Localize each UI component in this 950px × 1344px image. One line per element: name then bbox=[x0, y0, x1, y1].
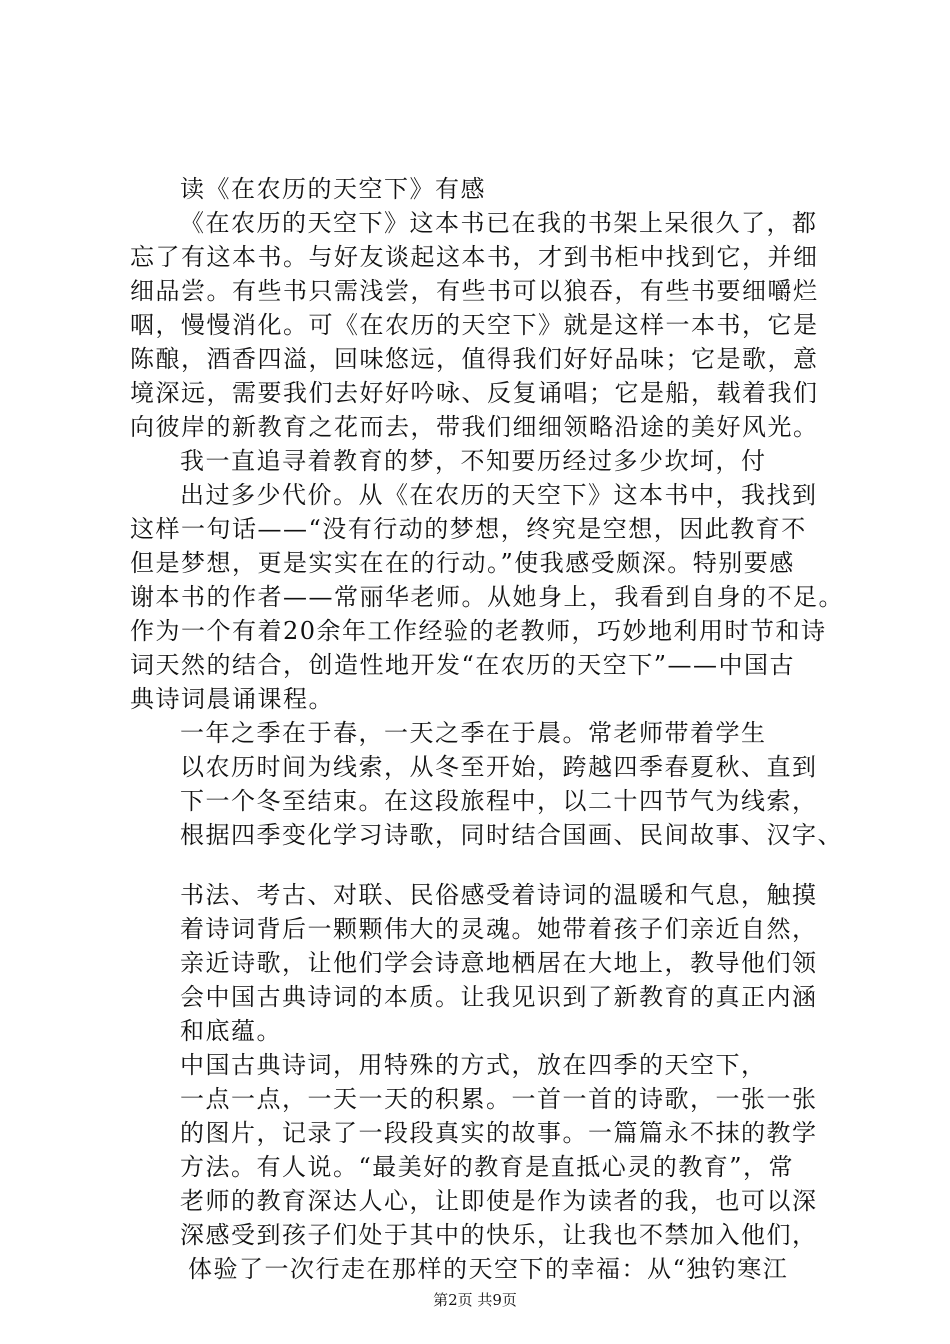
text-line: 作为一个有着20余年工作经验的老教师，巧妙地利用时节和诗 bbox=[130, 617, 827, 645]
page-number-footer: 第2页 共9页 bbox=[433, 1291, 517, 1309]
text-line: 出过多少代价。从《在农历的天空下》这本书中，我找到 bbox=[180, 481, 818, 509]
text-line: 陈酿，酒香四溢，回味悠远，值得我们好好品味；它是歌，意 bbox=[130, 345, 819, 373]
text-line: 的图片，记录了一段段真实的故事。一篇篇永不抹的教学 bbox=[180, 1119, 818, 1147]
text-line: 我一直追寻着教育的梦，不知要历经过多少坎坷，付 bbox=[180, 447, 767, 475]
text-line: 一点一点，一天一天的积累。一首一首的诗歌，一张一张 bbox=[180, 1085, 818, 1113]
text-line: 这样一句话——“没有行动的梦想，终究是空想，因此教育不 bbox=[130, 515, 807, 543]
text-line: 会中国古典诗词的本质。让我见识到了新教育的真正内涵 bbox=[180, 983, 818, 1011]
text-line: 一年之季在于春，一天之季在于晨。常老师带着学生 bbox=[180, 719, 767, 747]
text-line: 忘了有这本书。与好友谈起这本书，才到书柜中找到它，并细 bbox=[130, 243, 819, 271]
document-title: 读《在农历的天空下》有感 bbox=[180, 175, 486, 203]
text-line: 中国古典诗词，用特殊的方式，放在四季的天空下， bbox=[180, 1051, 767, 1079]
text-line: 和底蕴。 bbox=[180, 1017, 282, 1045]
text-line: 细品尝。有些书只需浅尝，有些书可以狼吞，有些书要细嚼烂 bbox=[130, 277, 819, 305]
text-line: 咽，慢慢消化。可《在农历的天空下》就是这样一本书，它是 bbox=[130, 311, 819, 339]
text-line: 《在农历的天空下》这本书已在我的书架上呆很久了，都 bbox=[180, 209, 818, 237]
text-line: 深感受到孩子们处于其中的快乐，让我也不禁加入他们， bbox=[180, 1221, 818, 1249]
text-line: 方法。有人说。“最美好的教育是直抵心灵的教育”，常 bbox=[180, 1153, 795, 1181]
text-line: 体验了一次行走在那样的天空下的幸福：从“独钓寒江 bbox=[188, 1255, 789, 1283]
text-line: 书法、考古、对联、民俗感受着诗词的温暖和气息，触摸 bbox=[180, 881, 818, 909]
text-line: 境深远，需要我们去好好吟咏、反复诵唱；它是船，载着我们 bbox=[130, 379, 819, 407]
text-line: 老师的教育深达人心，让即使是作为读者的我，也可以深 bbox=[180, 1187, 818, 1215]
text-line: 谢本书的作者——常丽华老师。从她身上，我看到自身的不足。 bbox=[130, 583, 844, 611]
text-line: 向彼岸的新教育之花而去，带我们细细领略沿途的美好风光。 bbox=[130, 413, 819, 441]
text-line: 下一个冬至结束。在这段旅程中，以二十四节气为线索， bbox=[180, 787, 818, 815]
text-line: 词天然的结合，创造性地开发“在农历的天空下”——中国古 bbox=[130, 651, 796, 679]
text-line: 以农历时间为线索，从冬至开始，跨越四季春夏秋、直到 bbox=[180, 753, 818, 781]
text-line: 根据四季变化学习诗歌，同时结合国画、民间故事、汉字、 bbox=[180, 821, 843, 849]
text-line: 但是梦想，更是实实在在的行动。”使我感受颇深。特别要感 bbox=[130, 549, 795, 577]
text-line: 亲近诗歌，让他们学会诗意地栖居在大地上，教导他们领 bbox=[180, 949, 818, 977]
text-line: 典诗词晨诵课程。 bbox=[130, 685, 334, 713]
text-line: 着诗词背后一颗颗伟大的灵魂。她带着孩子们亲近自然， bbox=[180, 915, 818, 943]
